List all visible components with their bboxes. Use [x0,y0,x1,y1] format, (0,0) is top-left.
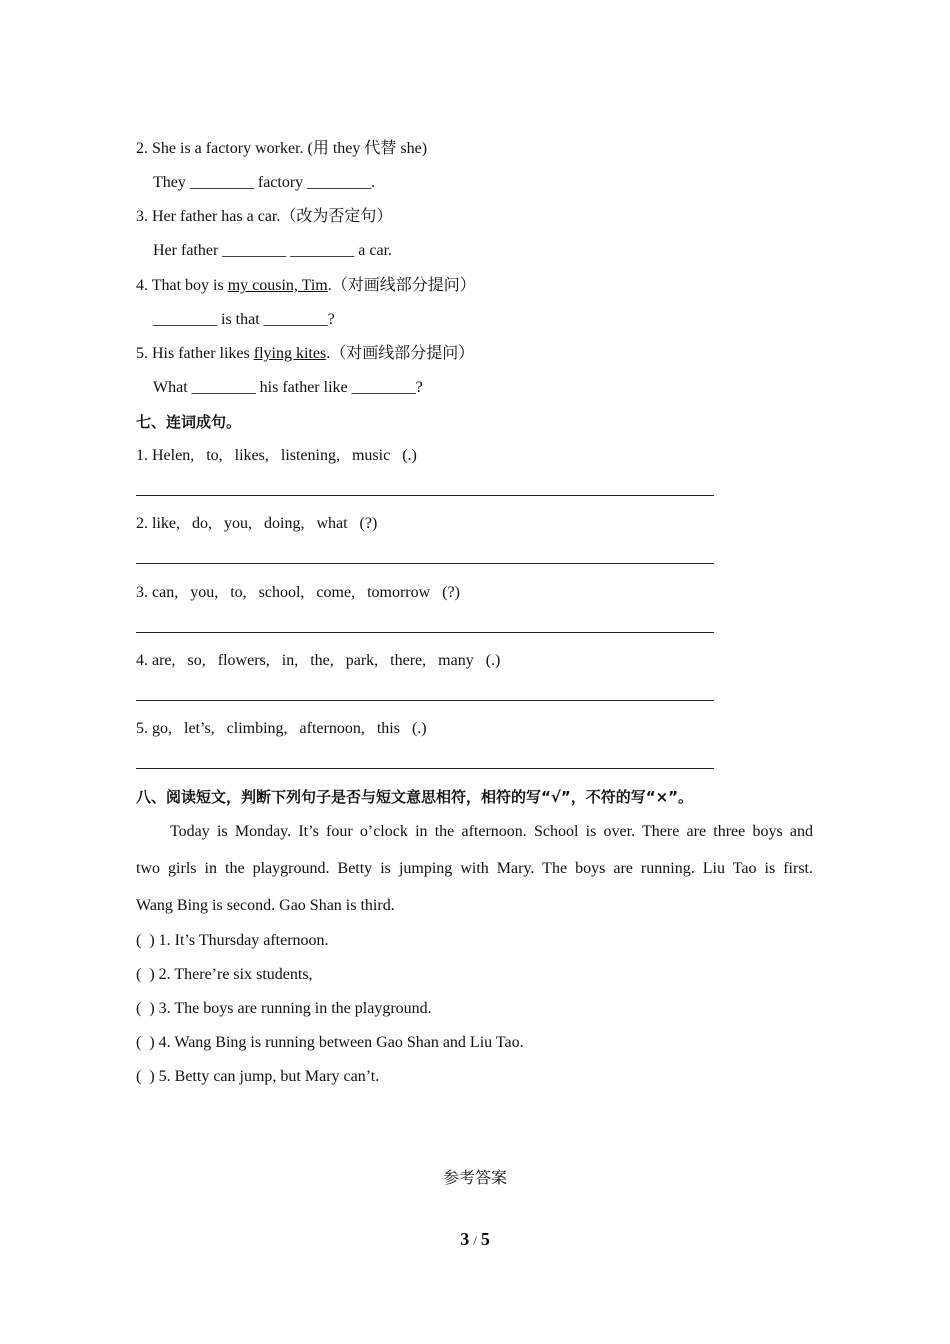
sentence-item-4: 4. are, so, flowers, in, the, park, there, many (.) [136,652,501,669]
question-2-prompt: 2. She is a factory worker. (用 they 代替 she) [136,140,428,157]
sentence-item-5: 5. go, let’s, climbing, afternoon, this (.) [136,720,427,737]
sentence-item-2: 2. like, do, you, doing, what (?) [136,515,378,532]
statement-1: ( ) 1. It’s Thursday afternoon. [136,932,329,949]
statement-4: ( ) 4. Wang Bing is running between Gao Shan and Liu Tao. [136,1034,524,1051]
question-5-prefix: 5. His father likes [136,345,254,362]
question-5-prompt [136,344,474,364]
passage-line-1: Today is Monday. It’s four o’clock in the afternoon. School is over. There are three boys and [170,823,813,840]
question-4-underlined: my cousin, Tim [227,277,328,294]
statement-3: ( ) 3. The boys are running in the playground. [136,1000,432,1017]
reading-passage [136,822,813,916]
question-4-prompt [136,276,476,296]
answer-line-2[interactable] [136,563,714,564]
answer-line-5[interactable] [136,768,714,769]
question-4-suffix: .（对画线部分提问） [327,277,476,294]
sentence-item-3: 3. can, you, to, school, come, tomorrow (?) [136,584,460,601]
question-4-prefix: 4. That boy is [136,277,228,294]
passage-line-2: two girls in the playground. Betty is jumping with Mary. The boys are running. Liu Tao is first. [136,860,813,877]
question-5-underlined: flying kites [253,345,327,362]
question-2-answer: They ________ factory ________. [153,174,376,191]
page-separator: / [473,1233,477,1248]
sentence-item-1: 1. Helen, to, likes, listening, music (.) [136,447,417,464]
passage-line-3: Wang Bing is second. Gao Shan is third. [136,897,395,914]
answer-line-4[interactable] [136,700,714,701]
section-7-heading: 七、连词成句。 [136,413,242,431]
section-8-heading: 八、阅读短文，判断下列句子是否与短文意思相符，相符的写“√”，不符的写“×”。 [136,788,694,806]
question-3-prompt: 3. Her father has a car.（改为否定句） [136,208,393,225]
page-current: 3 [460,1229,470,1249]
question-4-answer: ________ is that ________? [153,311,335,328]
question-5-suffix: .（对画线部分提问） [326,345,475,362]
answer-line-3[interactable] [136,632,714,633]
page-number [0,1228,950,1252]
question-5-answer: What ________ his father like ________? [153,379,423,396]
statement-5: ( ) 5. Betty can jump, but Mary can’t. [136,1068,380,1085]
question-3-answer: Her father ________ ________ a car. [153,242,393,259]
statement-2: ( ) 2. There’re six students, [136,966,313,983]
page-total: 5 [480,1229,490,1249]
answer-line-1[interactable] [136,495,714,496]
answer-key-title: 参考答案 [442,1170,507,1187]
